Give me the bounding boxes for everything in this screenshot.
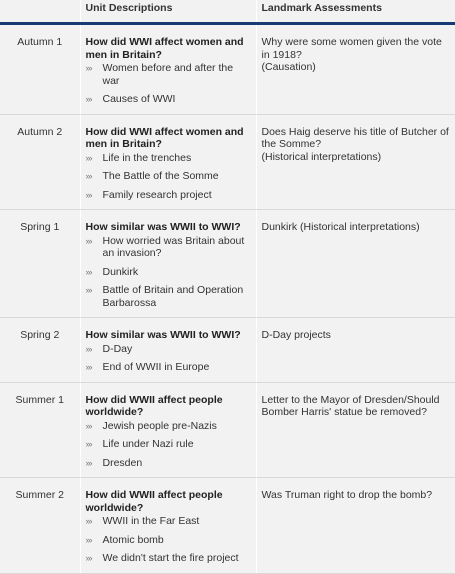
table-row <box>0 24 455 115</box>
topic-label: Causes of WWI <box>102 93 176 105</box>
landmark-assessment-cell <box>256 382 455 478</box>
topic-item <box>86 438 251 451</box>
topic-label: We didn't start the fire project <box>102 552 239 564</box>
unit-title: How did WWII affect people worldwide? <box>85 489 223 514</box>
double-chevron-right-icon: »› <box>85 362 92 372</box>
unit-title: How did WWI affect women and men in Britain? <box>85 125 244 150</box>
topic-label: Women before and after the war <box>102 62 234 87</box>
assessment-text: (Historical interpretations) <box>261 150 382 163</box>
unit-description-cell <box>80 318 256 383</box>
header-term <box>0 0 80 24</box>
topic-list <box>86 343 251 374</box>
assessment-text: Does Haig deserve his title of Butcher of the Somme? <box>261 125 449 150</box>
topic-label: How worried was Britain about an invasion? <box>102 234 245 259</box>
topic-item <box>86 515 251 528</box>
term-cell: Spring 1 <box>0 210 80 318</box>
double-chevron-right-icon: »› <box>85 516 92 526</box>
table-row <box>0 382 455 478</box>
assessment-text: (Causation) <box>261 61 316 73</box>
topic-label: Atomic bomb <box>102 533 164 546</box>
topic-item <box>86 170 251 183</box>
table-row <box>0 210 455 318</box>
topic-label: Dresden <box>102 456 143 469</box>
unit-title: How similar was WWII to WWI? <box>85 221 241 233</box>
assessment-text: Why were some women given the vote in 1918? <box>261 36 442 61</box>
double-chevron-right-icon: »› <box>85 457 92 468</box>
term-cell: Autumn 2 <box>0 114 80 210</box>
topic-list <box>86 62 251 106</box>
double-chevron-right-icon: »› <box>85 94 92 104</box>
topic-label: Dunkirk <box>102 265 139 278</box>
topic-item <box>86 62 251 87</box>
double-chevron-right-icon: »› <box>85 152 92 163</box>
double-chevron-right-icon: »› <box>85 285 92 295</box>
double-chevron-right-icon: »› <box>85 235 92 246</box>
unit-description-cell <box>80 114 256 210</box>
topic-label: End of WWII in Europe <box>102 361 210 373</box>
topic-label: Battle of Britain and Operation Barbarossa <box>102 284 244 309</box>
landmark-assessment-cell <box>256 210 455 318</box>
topic-list <box>86 420 251 470</box>
topic-label: WWII in the Far East <box>102 515 200 527</box>
assessment-text: Was Truman right to drop the bomb? <box>261 489 433 501</box>
unit-description-cell <box>80 210 256 318</box>
term-cell: Autumn 1 <box>0 24 80 115</box>
topic-item <box>86 420 251 433</box>
landmark-assessment-cell <box>256 24 455 115</box>
unit-description-cell <box>80 382 256 478</box>
topic-item <box>86 235 251 260</box>
double-chevron-right-icon: »› <box>85 343 92 354</box>
topic-item <box>86 343 251 356</box>
topic-item <box>86 534 251 547</box>
double-chevron-right-icon: »› <box>85 63 92 73</box>
unit-title: How did WWI affect women and men in Britain? <box>85 36 244 61</box>
assessment-text: D-Day projects <box>261 329 331 341</box>
header-landmark-assessments: Landmark Assessments <box>256 0 455 24</box>
topic-item <box>86 266 251 279</box>
topic-item <box>86 189 251 202</box>
topic-item <box>86 361 251 374</box>
topic-item <box>86 552 251 565</box>
double-chevron-right-icon: »› <box>85 534 92 545</box>
double-chevron-right-icon: »› <box>85 189 92 200</box>
double-chevron-right-icon: »› <box>85 553 92 563</box>
term-cell: Summer 1 <box>0 382 80 478</box>
topic-item <box>86 93 251 106</box>
landmark-assessment-cell <box>256 318 455 383</box>
topic-label: D-Day <box>102 342 133 355</box>
topic-list <box>86 235 251 310</box>
table-row <box>0 318 455 383</box>
topic-item <box>86 457 251 470</box>
header-unit-descriptions: Unit Descriptions <box>80 0 256 24</box>
landmark-assessment-cell <box>256 114 455 210</box>
topic-label: The Battle of the Somme <box>102 170 219 182</box>
term-cell: Summer 2 <box>0 478 80 574</box>
unit-description-cell <box>80 24 256 115</box>
assessment-text: Dunkirk (Historical interpretations) <box>261 221 420 233</box>
table-row <box>0 478 455 574</box>
landmark-assessment-cell <box>256 478 455 574</box>
double-chevron-right-icon: »› <box>85 439 92 449</box>
topic-item <box>86 152 251 165</box>
topic-list <box>86 515 251 565</box>
term-cell: Spring 2 <box>0 318 80 383</box>
topic-label: Life under Nazi rule <box>102 438 194 450</box>
table-header-row <box>0 0 455 24</box>
topic-label: Family research project <box>102 188 212 201</box>
unit-title: How did WWII affect people worldwide? <box>85 393 223 418</box>
assessment-text: Letter to the Mayor of Dresden/Should Bomber Harris' statue be removed? <box>261 393 440 418</box>
double-chevron-right-icon: »› <box>85 420 92 431</box>
unit-description-cell <box>80 478 256 574</box>
double-chevron-right-icon: »› <box>85 171 92 181</box>
topic-label: Jewish people pre-Nazis <box>102 419 217 432</box>
double-chevron-right-icon: »› <box>85 266 92 277</box>
unit-title: How similar was WWII to WWI? <box>85 329 241 341</box>
topic-item <box>86 284 251 309</box>
table-body <box>0 24 455 574</box>
table-row <box>0 114 455 210</box>
topic-label: Life in the trenches <box>102 151 192 164</box>
topic-list <box>86 152 251 202</box>
